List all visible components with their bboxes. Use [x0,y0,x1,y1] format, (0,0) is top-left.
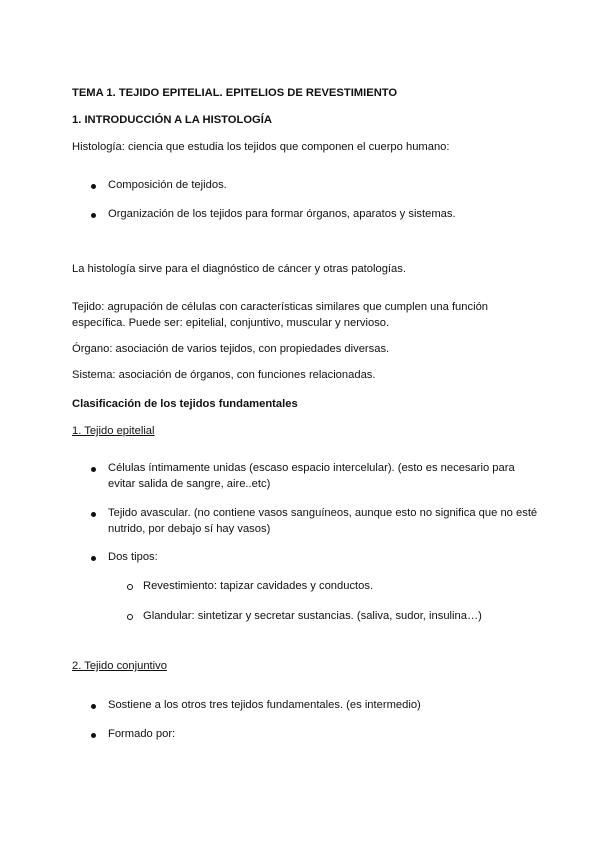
list-item: Organización de los tejidos para formar órganos, aparatos y sistemas. [108,208,456,220]
hollow-bullet-icon [127,614,133,620]
sistema-definition: Sistema: asociación de órganos, con funciones relacionadas. [72,369,376,381]
tejido-epitelial-heading: 1. Tejido epitelial [72,425,155,437]
tejido-conjuntivo-heading: 2. Tejido conjuntivo [72,660,167,672]
list-item: Dos tipos: [108,551,158,563]
bullet-icon [91,467,96,472]
classification-heading: Clasificación de los tejidos fundamentales [72,398,298,410]
document-title: TEMA 1. TEJIDO EPITELIAL. EPITELIOS DE REVESTIMIENTO [72,87,398,99]
diagnosis-paragraph: La histología sirve para el diagnóstico de cáncer y otras patologías. [72,263,406,275]
sub-list-item: Glandular: sintetizar y secretar sustancias. (saliva, sudor, insulina…) [143,610,482,622]
bullet-icon [91,704,96,709]
sub-list-item: Revestimiento: tapizar cavidades y conductos. [143,580,374,592]
hollow-bullet-icon [127,584,133,590]
tejido-definition: Tejido: agrupación de células con características similares que cumplen una función específica. Puede ser: epitelial, conjuntivo, muscular y nervioso. [72,301,489,329]
bullet-icon [91,213,96,218]
bullet-icon [91,184,96,189]
section-heading-introduccion: 1. INTRODUCCIÓN A LA HISTOLOGÍA [72,114,272,126]
organo-definition: Órgano: asociación de varios tejidos, con propiedades diversas. [72,343,390,355]
list-item: Tejido avascular. (no contiene vasos sanguíneos, aunque esto no significa que no esté nutrido, por debajo sí hay vasos) [108,507,538,535]
bullet-icon [91,512,96,517]
bullet-icon [91,556,96,561]
histologia-definition: Histología: ciencia que estudia los tejidos que componen el cuerpo humano: [72,141,450,153]
list-item: Formado por: [108,728,176,740]
list-item: Composición de tejidos. [108,179,227,191]
bullet-icon [91,733,96,738]
list-item: Sostiene a los otros tres tejidos fundamentales. (es intermedio) [108,699,421,711]
list-item: Células íntimamente unidas (escaso espacio intercelular). (esto es necesario para evitar salida de sangre, aire..etc) [108,462,515,490]
